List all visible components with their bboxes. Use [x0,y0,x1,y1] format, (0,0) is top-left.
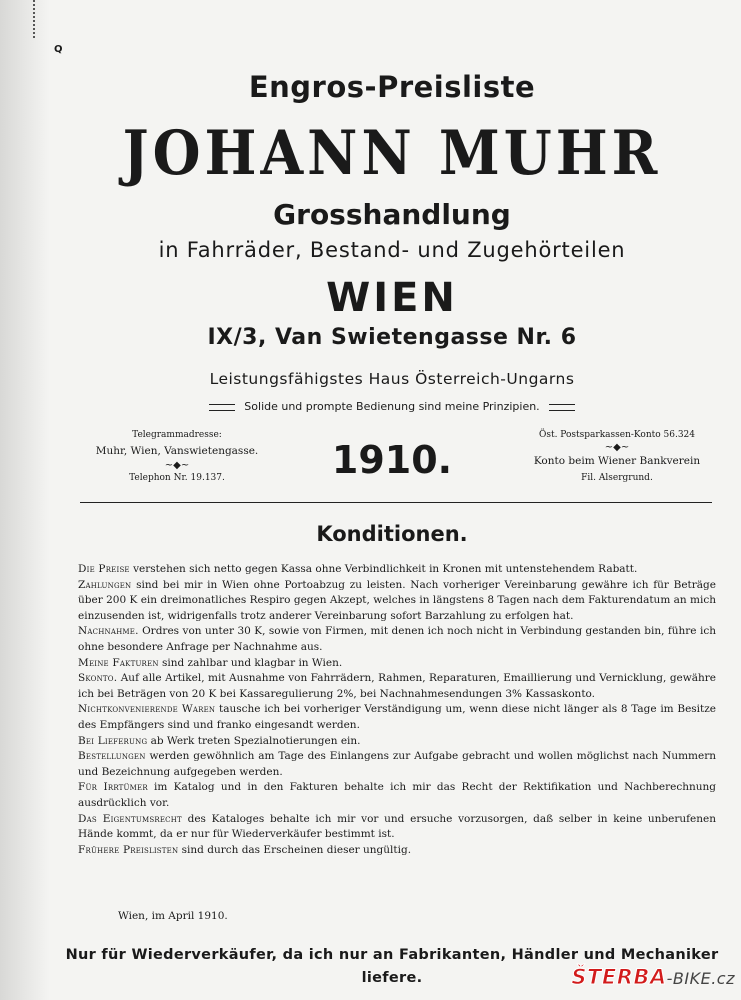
resellers-notice: Nur für Wiederverkäufer, da ich nur an Fabrikanten, Händler und Mechaniker liefere. [65,947,719,986]
condition-lead: Das Eigentumsrecht [78,812,182,825]
contact-right [502,428,732,486]
condition-text: des Kataloges behalte ich mir vor und ersuche vorzusorgen, daß selber in keine unberufenen Hände kommt, da er nur für Wiederverkäufer bestimmt ist. [78,812,716,841]
price-list-page [62,50,722,1000]
condition-text: sind bei mir in Wien ohne Portoabzug zu leisten. Nach vorheriger Vereinbarung gewähre ich für Beträge über 200 K ein dreimonatliches Respiro gegen Akzept, welches in längstens 8 Tagen nach dem Fakturendatum an mich einzusenden ist, widrigenfalls trotz anderer Vereinbarung sofort Barzahlung zu erfolgen hat. [78,578,716,622]
binding-holes [33,0,49,38]
condition-lead: Nichtkonvenierende Waren [78,703,216,716]
condition-text: sind durch das Erscheinen dieser ungültig. [178,843,412,856]
condition-lead: Nachnahme. [78,625,139,638]
condition-lead: Meine Fakturen [78,656,159,669]
condition-lead: Bei Lieferung [78,734,148,747]
goods-line: in Fahrräder, Bestand- und Zugehörteilen [158,238,626,262]
condition-item [78,578,716,625]
ornament-swirl-icon: ~◆~ [164,460,190,472]
condition-text: Auf alle Artikel, mit Ausnahme von Fahrrädern, Rahmen, Reparaturen, Emaillierung und Vernicklung, gewähre ich bei Beträgen von 20 K bei Kassaregulierung 2%, bei Nachnahmesendungen 3% Kassaskonto. [78,672,716,700]
condition-lead: Für Irrtümer [78,781,148,794]
condition-text: werden gewöhnlich am Tage des Einlangens zur Aufgabe gebracht und wollen möglichst nach Nummern und Bezeichnung aufgegeben werden. [78,750,716,778]
document-subtitle: Engros-Preisliste [248,70,536,104]
divider-rule [80,502,712,503]
ornament-dash-right [549,404,575,411]
condition-text: sind zahlbar und klagbar in Wien. [158,656,343,669]
street-address: IX/3, Van Swietengasse Nr. 6 [207,325,577,350]
site-watermark [571,965,735,989]
condition-item [78,562,716,578]
ornament-swirl-icon: ~◆~ [604,442,630,454]
condition-item [78,656,716,672]
bank-branch: Fil. Alsergrund. [581,473,653,484]
principle-line [62,400,722,413]
condition-text: tausche ich bei vorheriger Verständigung um, wenn diese nicht länger als 8 Tage im Besitze des Empfängers sind und franko eingesandt werden. [78,703,717,731]
condition-item [78,671,716,702]
contact-left [72,428,282,486]
condition-text: ab Werk treten Spezialnotierungen ein. [147,734,361,747]
principle-text: Solide und prompte Bedienung sind meine Prinzipien. [244,400,540,413]
condition-item [78,780,716,811]
condition-item [78,749,716,780]
condition-lead: Bestellungen [78,750,146,763]
telegram-address: Muhr, Wien, Vanswietengasse. [95,445,259,458]
condition-item [78,734,716,750]
condition-item [78,702,716,733]
bank-account: Konto beim Wiener Bankverein [533,455,701,468]
business-type: Grosshandlung [273,198,511,231]
year: 1910. [331,438,453,482]
ornament-dash-left [209,404,235,411]
condition-item [78,624,716,655]
slogan: Leistungsfähigstes Haus Österreich-Ungarns [209,370,575,388]
watermark-brand: ŠTERBA [571,965,667,989]
condition-lead: Zahlungen [78,578,132,591]
condition-item [78,812,716,843]
phone-number: Telephon Nr. 19.137. [129,473,225,484]
date-line: Wien, im April 1910. [118,910,228,922]
conditions-list [78,562,716,858]
corner-mark: Q [54,44,63,55]
condition-text: Ordres von unter 30 K, sowie von Firmen, mit denen ich noch nicht in Verbindung gestanden bin, führe ich ohne besondere Anfrage per Nachnahme aus. [78,625,716,653]
city-title: WIEN [326,275,458,321]
condition-lead: Frühere Preislisten [78,843,179,856]
condition-lead: Skonto. [78,672,118,685]
condition-item [78,843,716,859]
conditions-title: Konditionen. [316,522,468,546]
telegram-label: Telegrammadresse: [132,430,222,440]
condition-lead: Die Preise [78,563,130,575]
postal-account: Öst. Postsparkassen-Konto 56.324 [538,430,696,440]
scan-edge [0,0,50,1000]
watermark-suffix: -BIKE.cz [666,969,735,988]
condition-text: im Katalog und in den Fakturen behalte ich mir das Recht der Rektifikation und Nachberechnung ausdrücklich vor. [78,781,717,809]
condition-text: verstehen sich netto gegen Kassa ohne Verbindlichkeit in Kronen mit untenstehendem Rabatt. [129,563,638,575]
company-name: JOHANN MUHR [122,116,662,189]
